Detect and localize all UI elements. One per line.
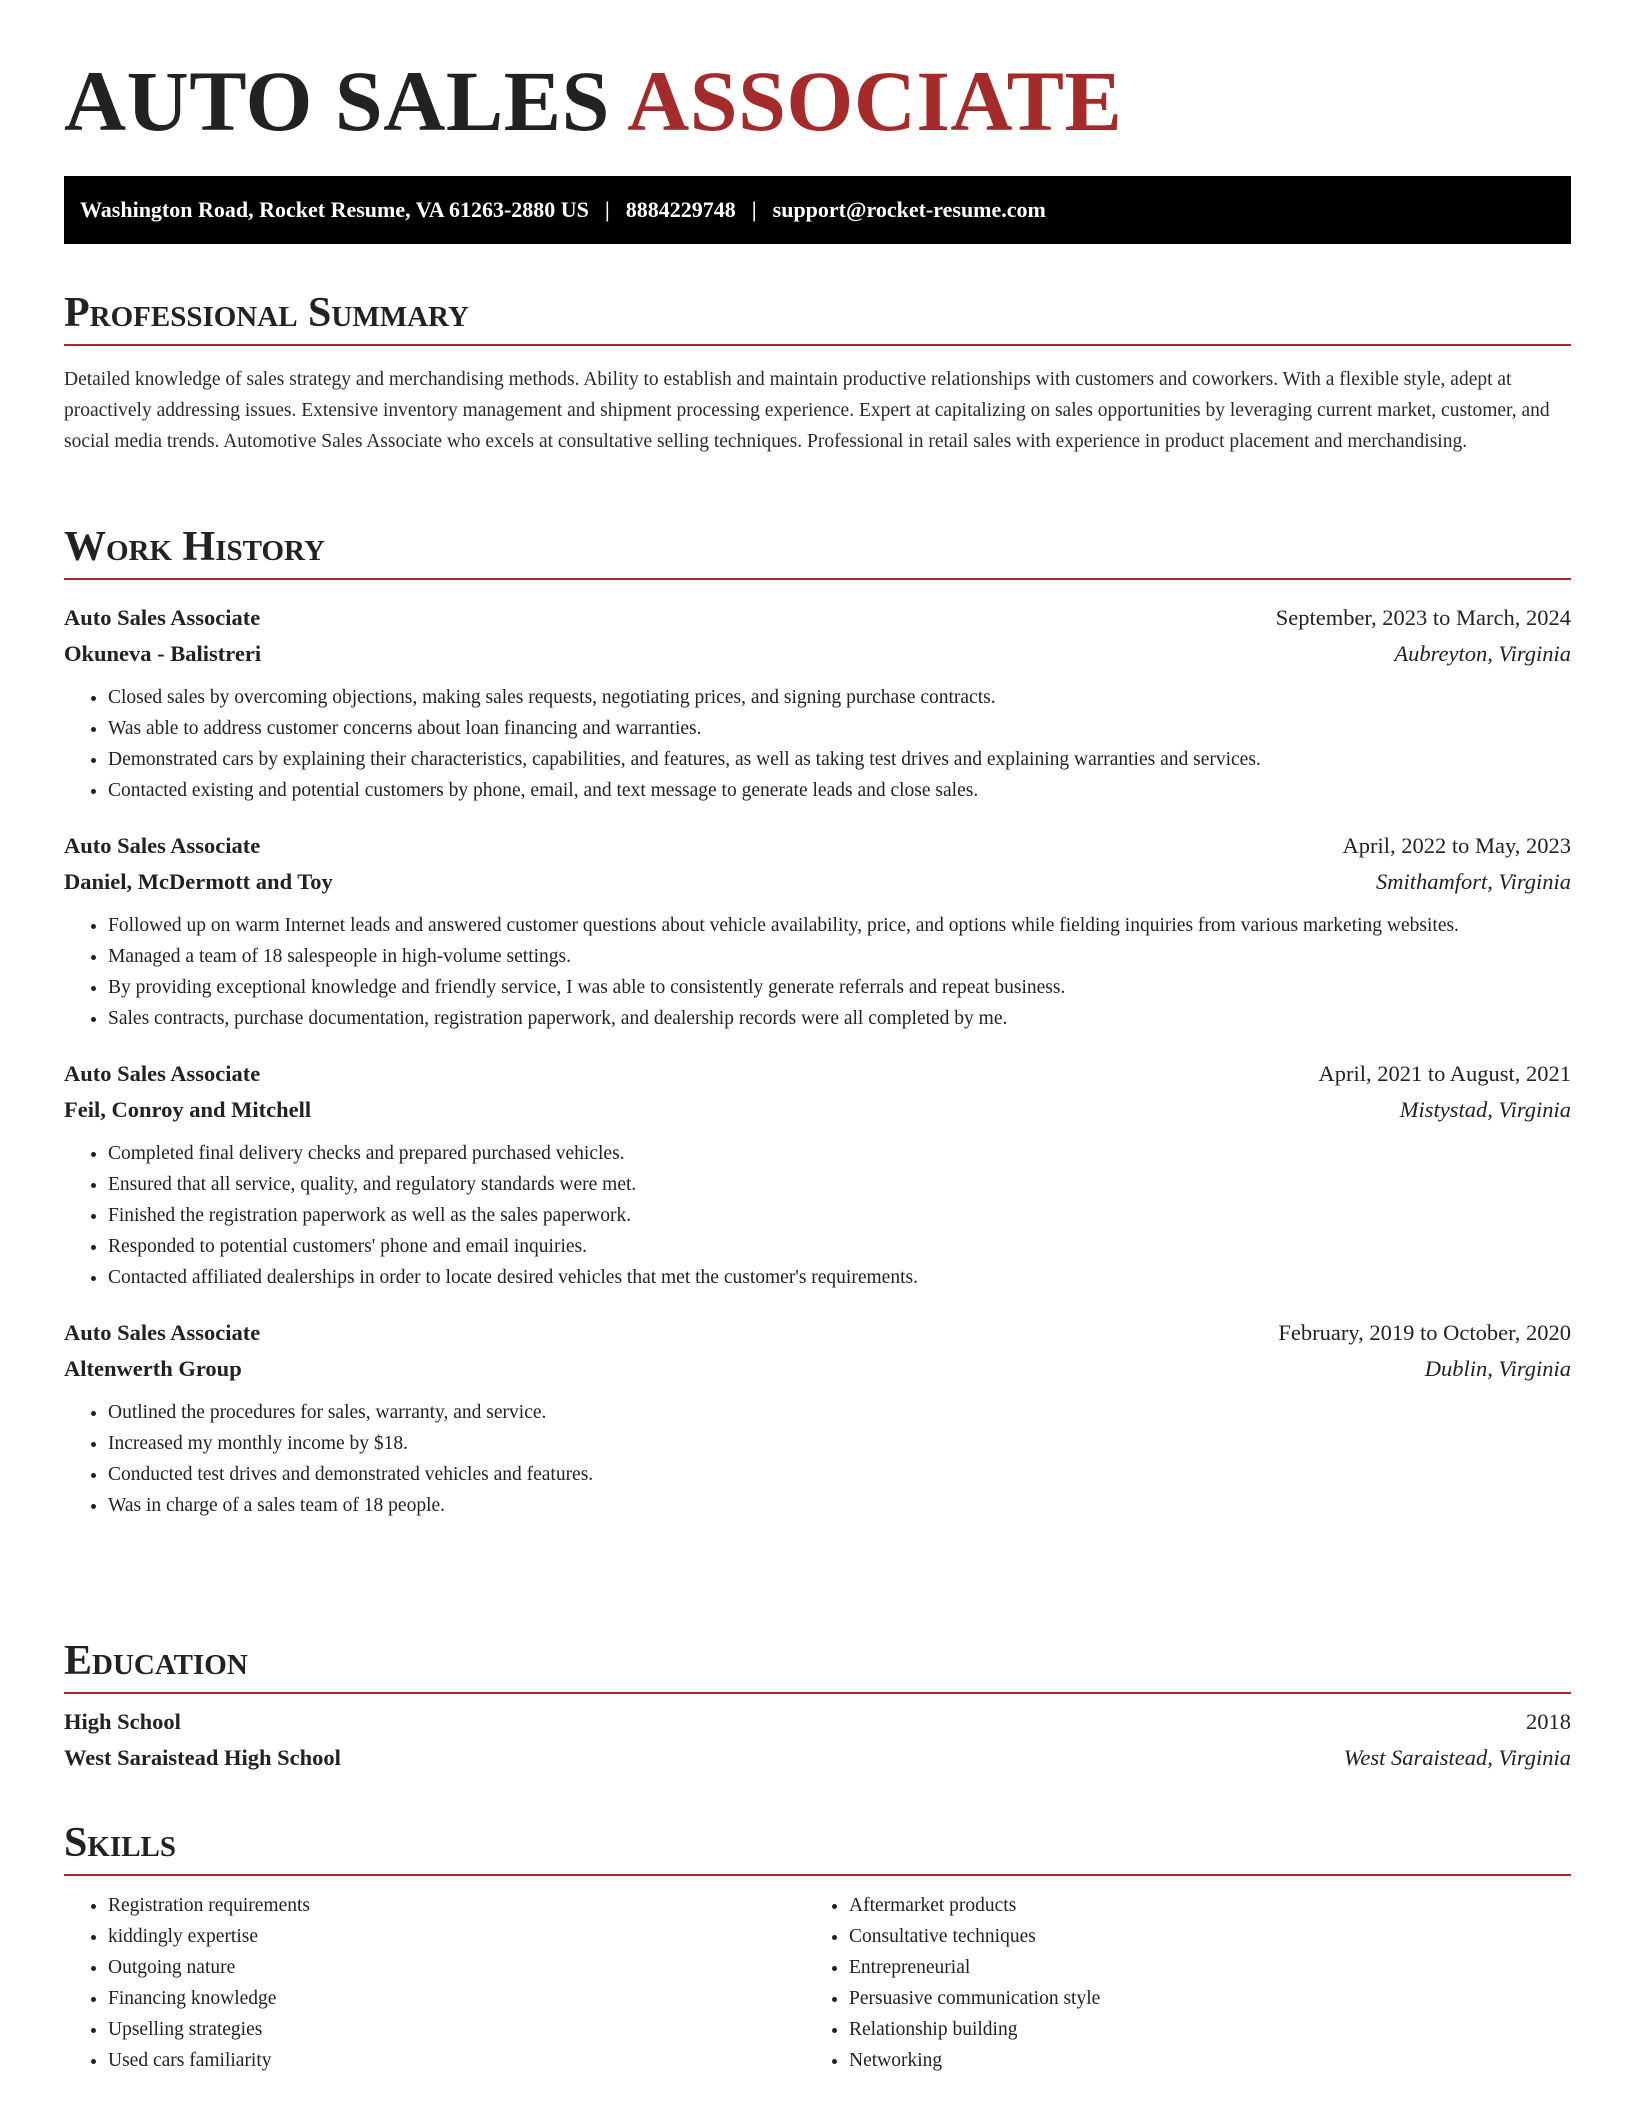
skills-column-left: [64, 1890, 805, 2076]
job-bullet: • Finished the registration paperwork as well as the sales paperwork.: [108, 1200, 1571, 1231]
skills-heading: Skills: [64, 1816, 1571, 1876]
skill-item: • Financing knowledge: [108, 1983, 805, 2014]
job-company: Feil, Conroy and Mitchell: [64, 1097, 312, 1122]
skills-columns: [64, 1890, 1571, 2076]
education-year: 2018: [1526, 1709, 1571, 1734]
skill-item: • Consultative techniques: [849, 1921, 1546, 1952]
job-bullet: • Sales contracts, purchase documentation, registration paperwork, and dealership records were all completed by me.: [108, 1003, 1571, 1034]
contact-separator: |: [751, 197, 757, 222]
education-row-1: [64, 1704, 1571, 1740]
education-heading: Education: [64, 1634, 1571, 1694]
skill-item: • Relationship building: [849, 2014, 1546, 2045]
skill-item: • Upselling strategies: [108, 2014, 805, 2045]
job-bullet: • Demonstrated cars by explaining their characteristics, capabilities, and features, as well as taking test drives and explaining warranties and services.: [108, 744, 1571, 775]
job-bullet: • Completed final delivery checks and prepared purchased vehicles.: [108, 1138, 1571, 1169]
job-location: Dublin, Virginia: [1424, 1356, 1571, 1381]
job-bullet: • Contacted existing and potential customers by phone, email, and text message to generate leads and close sales.: [108, 775, 1571, 806]
job-bullet-list: [64, 682, 1571, 806]
contact-address: Washington Road, Rocket Resume, VA 61263-2880 US: [80, 197, 589, 222]
summary-section: [64, 286, 1571, 457]
contact-separator: |: [604, 197, 610, 222]
skills-section: [64, 1816, 1571, 2076]
summary-text: Detailed knowledge of sales strategy and merchandising methods. Ability to establish and maintain productive relationships with customers and coworkers. With a flexible style, adept at proactively addressing issues. Extensive inventory management and shipment processing experience. Expert at capitalizing on sales opportunities by leveraging current market, customer, and social media trends. Automotive Sales Associate who excels at consultative selling techniques. Professional in retail sales with experience in product placement and merchandising.: [64, 369, 1550, 452]
job-bullet: • Was able to address customer concerns about loan financing and warranties.: [108, 713, 1571, 744]
resume-page: [64, 0, 1571, 2071]
education-school: West Saraistead High School: [64, 1745, 341, 1770]
job-bullet: • Increased my monthly income by $18.: [108, 1428, 1571, 1459]
job-title: Auto Sales Associate: [64, 1320, 261, 1345]
job-header-row: [64, 1056, 1571, 1092]
skills-column-right: [805, 1890, 1546, 2076]
job-title: Auto Sales Associate: [64, 833, 261, 858]
contact-email: support@rocket-resume.com: [772, 197, 1046, 222]
job-location: Aubreyton, Virginia: [1394, 641, 1571, 666]
job-header-row: [64, 600, 1571, 636]
contact-phone: 8884229748: [625, 197, 736, 222]
work-history-heading: Work History: [64, 520, 1571, 580]
skill-item: • Registration requirements: [108, 1890, 805, 1921]
summary-heading: Professional Summary: [64, 286, 1571, 346]
job-company-row: [64, 864, 1571, 900]
skill-item: • Outgoing nature: [108, 1952, 805, 1983]
job-bullet: • Ensured that all service, quality, and regulatory standards were met.: [108, 1169, 1571, 1200]
job-title: Auto Sales Associate: [64, 1061, 261, 1086]
job-location: Smithamfort, Virginia: [1375, 869, 1571, 894]
education-row-2: [64, 1740, 1571, 1776]
job-company: Altenwerth Group: [64, 1356, 242, 1381]
education-degree: High School: [64, 1709, 181, 1734]
job-entry: [64, 1315, 1571, 1521]
skill-item: • Used cars familiarity: [108, 2045, 805, 2076]
job-bullet: • By providing exceptional knowledge and friendly service, I was able to consistently generate referrals and repeat business.: [108, 972, 1571, 1003]
resume-title: [64, 0, 1571, 162]
job-company-row: [64, 1092, 1571, 1128]
job-bullet: • Conducted test drives and demonstrated vehicles and features.: [108, 1459, 1571, 1490]
job-bullet-list: [64, 910, 1571, 1034]
job-header-row: [64, 1315, 1571, 1351]
job-company: Okuneva - Balistreri: [64, 641, 262, 666]
job-dates: September, 2023 to March, 2024: [1275, 605, 1571, 630]
job-list: [64, 600, 1571, 1521]
skill-item: • kiddingly expertise: [108, 1921, 805, 1952]
job-entry: [64, 828, 1571, 1034]
job-entry: [64, 1056, 1571, 1293]
job-bullet-list: [64, 1138, 1571, 1293]
job-header-row: [64, 828, 1571, 864]
skill-item: • Networking: [849, 2045, 1546, 2076]
contact-bar: [64, 176, 1571, 244]
job-bullet: • Outlined the procedures for sales, warranty, and service.: [108, 1397, 1571, 1428]
job-bullet-list: [64, 1397, 1571, 1521]
job-title: Auto Sales Associate: [64, 605, 261, 630]
job-bullet: • Closed sales by overcoming objections, making sales requests, negotiating prices, and signing purchase contracts.: [108, 682, 1571, 713]
title-part-1: AUTO SALES: [64, 53, 610, 149]
education-location: West Saraistead, Virginia: [1343, 1745, 1571, 1770]
job-location: Mistystad, Virginia: [1399, 1097, 1571, 1122]
job-entry: [64, 600, 1571, 806]
job-dates: April, 2021 to August, 2021: [1318, 1061, 1571, 1086]
title-part-2: ASSOCIATE: [627, 53, 1123, 149]
job-bullet: • Responded to potential customers' phone and email inquiries.: [108, 1231, 1571, 1262]
job-bullet: • Was in charge of a sales team of 18 people.: [108, 1490, 1571, 1521]
skill-item: • Aftermarket products: [849, 1890, 1546, 1921]
skill-item: • Persuasive communication style: [849, 1983, 1546, 2014]
job-company: Daniel, McDermott and Toy: [64, 869, 333, 894]
job-bullet: • Managed a team of 18 salespeople in high-volume settings.: [108, 941, 1571, 972]
job-company-row: [64, 636, 1571, 672]
work-history-section: [64, 520, 1571, 1521]
skill-item: • Entrepreneurial: [849, 1952, 1546, 1983]
education-section: [64, 1634, 1571, 1776]
job-bullet: • Followed up on warm Internet leads and answered customer questions about vehicle availability, price, and options while fielding inquiries from various marketing websites.: [108, 910, 1571, 941]
job-company-row: [64, 1351, 1571, 1387]
job-bullet: • Contacted affiliated dealerships in order to locate desired vehicles that met the customer's requirements.: [108, 1262, 1571, 1293]
job-dates: April, 2022 to May, 2023: [1342, 833, 1571, 858]
job-dates: February, 2019 to October, 2020: [1278, 1320, 1571, 1345]
